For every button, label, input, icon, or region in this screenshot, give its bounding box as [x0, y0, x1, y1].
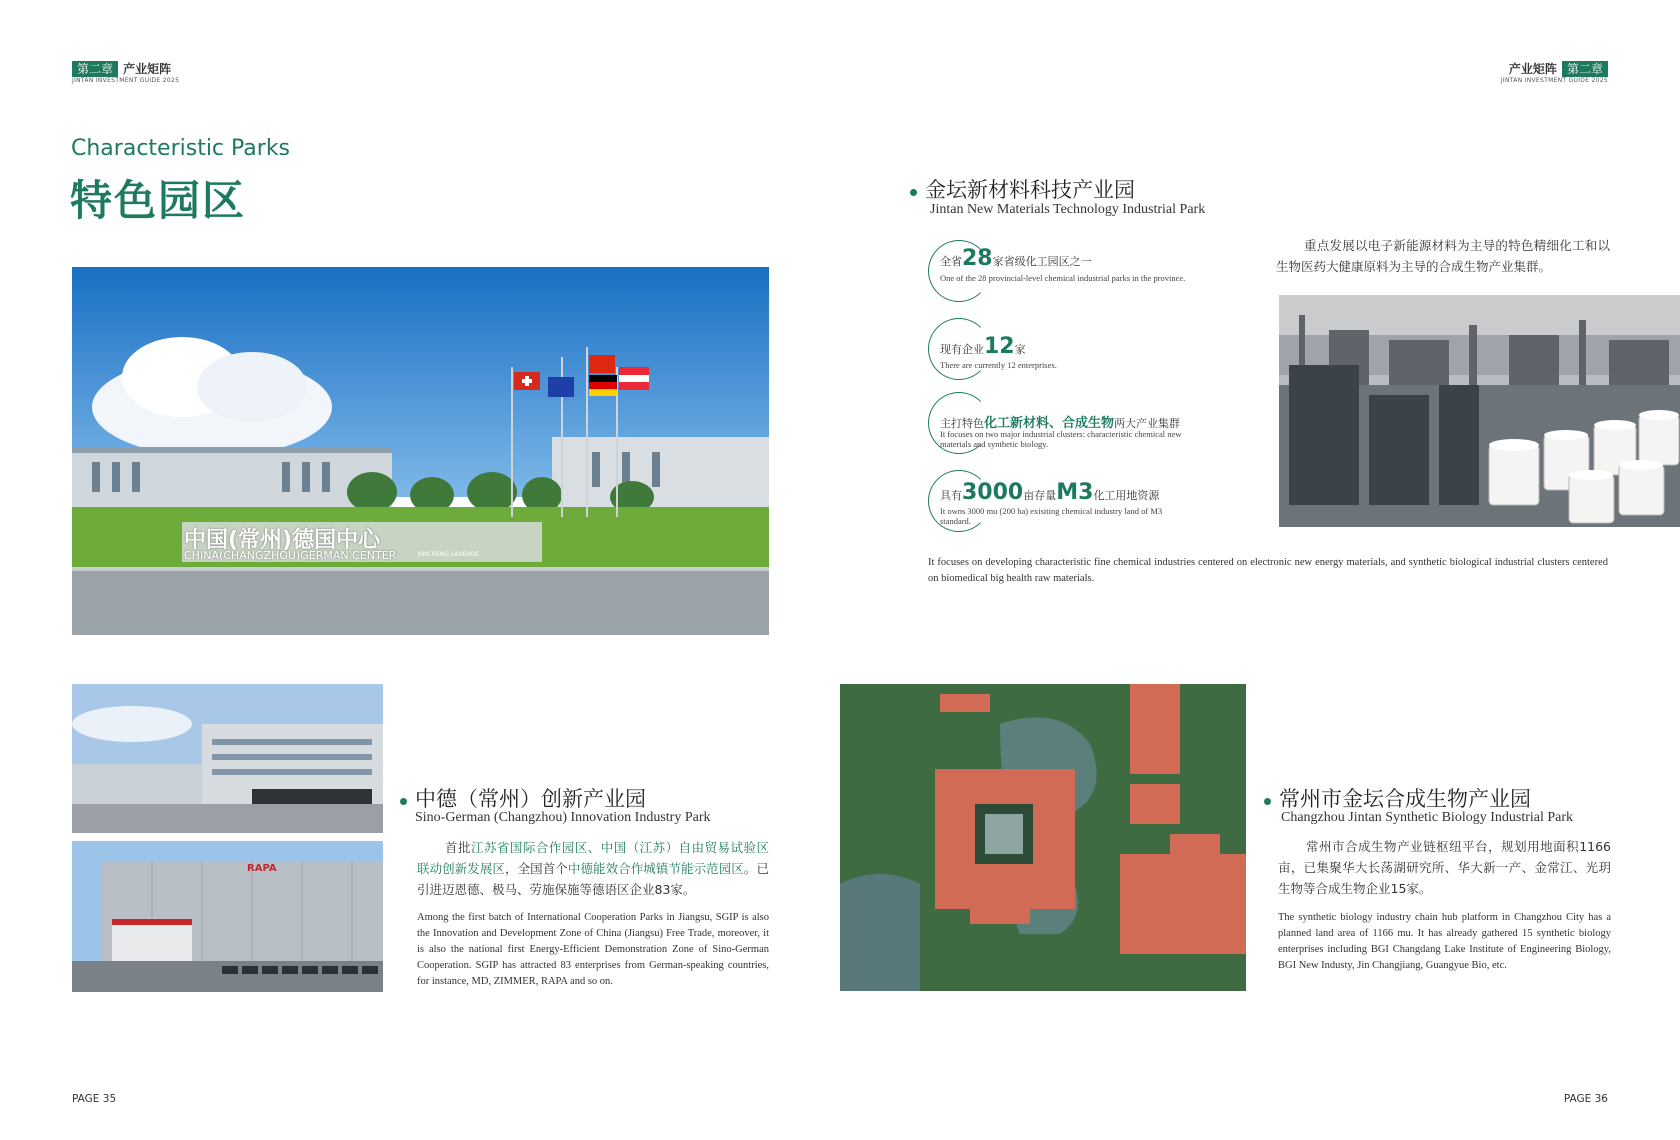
chapter-title: 产业矩阵 — [1508, 62, 1557, 76]
stat-clusters: 主打特色化工新材料、合成生物两大产业集群 It focuses on two major industrial clusters: characteristic chemical new materials and synthetic biology. — [928, 392, 1258, 452]
sign-address: XINCHENG LAXEHOE — [417, 551, 480, 558]
bullet-dot-icon — [910, 189, 917, 196]
stat-land: 具有3000亩存量M3化工用地资源 It owns 3000 mu (200 ha) exisiting chemical industry land of M3 standard. — [928, 470, 1258, 530]
chapter-chip: 第二章 — [1562, 61, 1608, 77]
rapa-sign: RAPA — [247, 863, 277, 874]
park1-body-en: It focuses on developing characteristic fine chemical industries centered on electronic new energy materials, and synthetic biological industrial clusters centered on biomedical big health raw materials. — [928, 557, 1608, 584]
bullet-dot-icon — [1264, 798, 1271, 805]
guide-subtitle: JINTAN INVESTMENT GUIDE 2025 — [72, 77, 180, 84]
park3-title: 常州市金坛合成生物产业园 — [1279, 787, 1531, 811]
section-title-cn: 特色园区 — [70, 176, 247, 225]
park2-title: 中德（常州）创新产业园 — [415, 787, 646, 811]
page-number-right: PAGE 36 — [1563, 1093, 1608, 1105]
german-center-photo — [72, 267, 769, 635]
guide-subtitle: JINTAN INVESTMENT GUIDE 2025 — [1500, 77, 1608, 84]
park1-title: 金坛新材料科技产业园 — [925, 178, 1135, 202]
park3-heading — [1264, 783, 1531, 813]
zimmer-building-photo — [72, 684, 383, 833]
park2-heading — [400, 783, 646, 813]
park2-title-en: Sino-German (Changzhou) Innovation Industry Park — [415, 810, 711, 825]
rapa-building-photo — [72, 841, 383, 992]
park2-body-en: Among the first batch of International Cooperation Parks in Jiangsu, SGIP is also the Innovation and Development Zone of China (Jiangsu) Free Trade, moreover, it is also the national first Energy-Efficient Demonstration Zone of Sino-German Cooperation. SGIP has attracted 83 enterprises from German-speaking countries, for instance, MD, ZIMMER, RAPA and so on. — [417, 912, 769, 987]
park1-title-en: Jintan New Materials Technology Industrial Park — [930, 202, 1206, 217]
aerial-campus-photo — [840, 684, 1246, 991]
stat-enterprises: 现有企业12家 There are currently 12 enterprises. — [928, 318, 1258, 378]
stat-provincial-parks: 全省28家省级化工园区之一 One of the 28 provincial-level chemical industrial parks in the province. — [928, 240, 1258, 300]
header-right — [1501, 58, 1608, 84]
park3-title-en: Changzhou Jintan Synthetic Biology Industrial Park — [1281, 810, 1574, 825]
park3-body-cn: 常州市合成生物产业链枢纽平台，规划用地面积1166亩，已集聚华大长荡湖研究所、华大新一产、金常江、光玥生物等合成生物企业15家。 — [1278, 839, 1611, 896]
page-number-left: PAGE 35 — [72, 1093, 117, 1105]
chapter-title: 产业矩阵 — [123, 62, 172, 76]
park2-body-cn: 首批江苏省国际合作园区、中国（江苏）自由贸易试验区联动创新发展区，全国首个中德能效合作城镇节能示范园区。已引进迈恩德、极马、劳施保施等德语区企业83家。 — [417, 840, 769, 897]
park1-heading — [910, 174, 1135, 204]
sign-cn: 中国(常州)德国中心 — [184, 528, 381, 553]
park1-intro: 重点发展以电子新能源材料为主导的特色精细化工和以生物医药大健康原料为主导的合成生物产业集群。 — [1276, 238, 1610, 274]
header-left — [72, 58, 179, 84]
chapter-chip: 第二章 — [72, 61, 118, 77]
sign-en: CHINA(CHANGZHOU)GERMAN CENTER — [184, 549, 397, 562]
park3-body-en: The synthetic biology industry chain hub platform in Changzhou City has a planned land area of 1166 mu. It has already gathered 15 synthetic biology enterprises including BGI Changdang Lake Institute of Engineering Biology, BGI New Industy, Jin Changjiang, Guangyue Bio, etc. — [1278, 912, 1611, 971]
section-title-en: Characteristic Parks — [71, 136, 291, 161]
chemical-plant-photo — [1279, 295, 1680, 527]
bullet-dot-icon — [400, 798, 407, 805]
